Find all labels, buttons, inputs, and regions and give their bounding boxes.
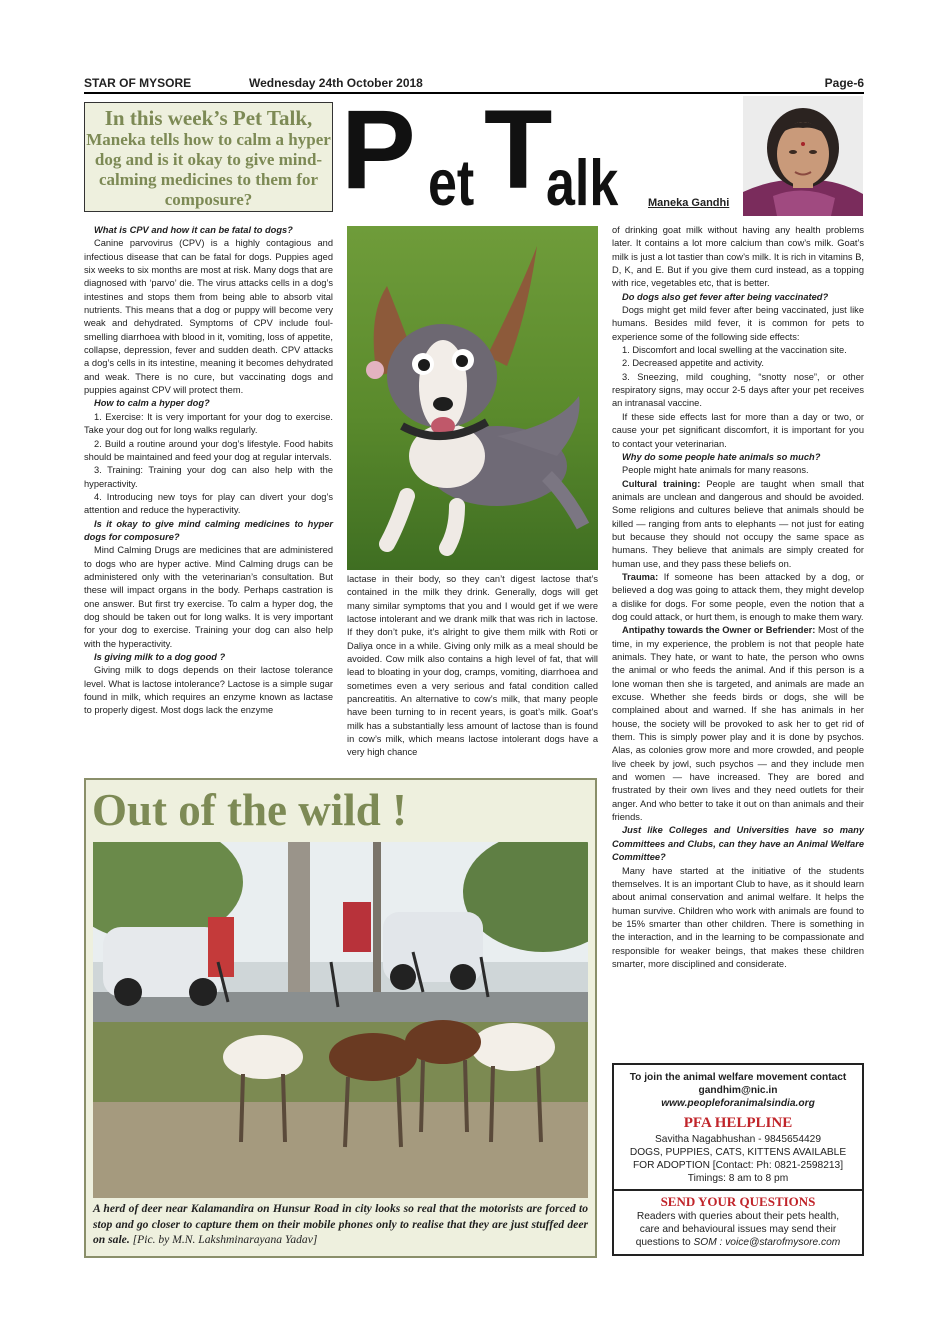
question-heading [84, 518, 333, 545]
paragraph-text: Mind Calming Drugs are medicines that are administered to dogs who are hyper active. Mind Calming drugs can be administered only with the veterinarian’s consultation. But these will impact organs in the body. Perhaps castration is one answer. But first try exercise. To calm a hyper dog, the dog should be taken out for long walks. It is very important for your dog to exercise. Training your dog can also help with the hyperactivity. [84, 545, 333, 649]
paragraph-text: Do dogs also get fever after being vaccinated? [622, 291, 829, 302]
paragraph [84, 411, 333, 438]
contact-email[interactable]: gandhim@nic.in [698, 1085, 778, 1096]
paragraph [84, 544, 333, 651]
intro-lead: In this week’s Pet Talk, [104, 106, 313, 130]
question-heading [84, 397, 333, 410]
questions-address[interactable]: SOM : voice@starofmysore.com [693, 1237, 841, 1248]
portrait-image [743, 96, 863, 216]
paragraph-text: 1. Discomfort and local swelling at the vaccination site. [622, 345, 847, 356]
paragraph [612, 304, 864, 344]
paragraph-text: Is giving milk to a dog good ? [94, 652, 226, 662]
paragraph-text: Giving milk to dogs depends on their lactose tolerance level. What is lactose intolerance? Lactose is a simple sugar found in milk, which requires an enzyme known as lactase to properly digest. Most dogs lack the enzyme [84, 665, 333, 716]
contact-website[interactable]: www.peopleforanimalsindia.org [661, 1098, 815, 1109]
question-heading [84, 651, 333, 664]
paragraph [612, 624, 864, 824]
paragraph-text: 1. Exercise: It is very important for your dog to exercise. Take your dog out for long walks regularly. [84, 411, 333, 436]
paragraph-text: Why do some people hate animals so much? [622, 451, 821, 462]
photo-caption [93, 1201, 588, 1248]
jumping-dog-photo [347, 226, 598, 570]
question-heading [612, 451, 864, 464]
paragraph [84, 664, 333, 717]
paragraph-text: Most of the time, in my experience, the problem is not that people hate animals. They hate, or want to hate, the person who owns the animal or who feeds the animal. And if this person is a lone woman then she is targeted, and animals are made an excuse. Whether she feeds birds or dogs, she will be complained about and warned. If she has animals in her house, the society will be provoked to ask her to get rid of them. This is simply power play and it is done by psychos. Alas, as colonies grow more and more crowded, and people live cheek by jowl, such psychos — and they include men and women — have increased. They are bored and frustrated by their own lives and they need outlets for their anger. And who better to take it out on than animals and their friends. [612, 625, 864, 823]
article-column-3 [612, 224, 864, 971]
paragraph [612, 571, 864, 624]
contact-box [612, 1063, 864, 1256]
photo-credit: [Pic. by M.N. Lakshminarayana Yadav] [132, 1233, 318, 1246]
paragraph-lead: Trauma: [622, 571, 659, 582]
question-heading [612, 824, 864, 864]
masthead [84, 76, 864, 94]
paragraph-text: Canine parvovirus (CPV) is a highly contagious and infectious disease that can be fatal for dogs. Puppies aged six weeks to six months are most at risk. Many dogs that are diagnosed with ‘parvo’ die. The virus attacks cells in a dog’s intestines and stops them from being able to absorb vital nutrients. This means that a dog or puppy will become very weak and dehydrated. Symptoms of CPV include foul-smelling diarrhoea with blood in it, vomiting, loss of appetite, collapse, depression, fever and sudden death. CPV attacks a dog’s cells in its intestine, meaning it becomes dehydrated and weak. There is no cure, but vaccinating dogs and puppies against CPV will protect them. [84, 238, 333, 396]
helpline-contact: Savitha Nagabhushan - 9845654429 [655, 1134, 821, 1145]
paragraph [612, 344, 864, 357]
questions-block [614, 1210, 862, 1249]
questions-text: Readers with queries about their pets health, care and behavioural issues may send their questions to [635, 1211, 840, 1248]
paragraph-text: Many have started at the initiative of the students themselves. It is an important Club to have, as it should learn about animal conservation and animal welfare. It helps the human survive. Children who work with animals are found to be 15% smarter than other children. There is something in the interaction, and in the learning to be compassionate and responsible for weaker beings, that makes these children smarter, more disciplined and considerate. [612, 865, 864, 969]
question-heading [84, 224, 333, 237]
paragraph [612, 865, 864, 972]
intro-box [84, 102, 333, 212]
join-text: To join the animal welfare movement contact [629, 1072, 847, 1083]
adoption-text: DOGS, PUPPIES, CATS, KITTENS AVAILABLE FOR ADOPTION [Contact: Ph: 0821-2598213] [629, 1147, 847, 1171]
paragraph [84, 464, 333, 491]
stuffed-deer-photo [93, 842, 588, 1198]
paragraph-text: 3. Sneezing, mild coughing, “snotty nose”, or other respiratory signs, may occur 2-5 days after your pet receives an intranasal vaccine. [612, 371, 864, 409]
title-letter-p: P [341, 87, 416, 212]
paragraph-text: 4. Introducing new toys for play can divert your dog’s attention and reduce the hyperactivity. [84, 491, 333, 516]
question-heading [612, 291, 864, 304]
paragraph [612, 224, 864, 291]
dog-image [347, 226, 598, 570]
title-part-et: et [428, 147, 475, 220]
issue-date: Wednesday 24th October 2018 [249, 76, 423, 90]
paragraph [84, 438, 333, 465]
paragraph-text: 2. Decreased appetite and activity. [622, 358, 764, 369]
paragraph-text: Just like Colleges and Universities have so many Committees and Clubs, can they have an Animal Welfare Committee? [612, 825, 864, 863]
paragraph-text: People might hate animals for many reasons. [622, 465, 809, 476]
paragraph-text: of drinking goat milk without having any health problems later. It contains a lot more calcium than cow’s milk. Goat’s milk is just a lot tastier than cow’s milk. It is rich in vitamins B, D, K, and E. But if you give them curd instead, as a topping with rice, vegetables etc, that is better. [612, 225, 864, 289]
paper-name: STAR OF MYSORE [84, 76, 192, 90]
paragraph-text: lactase in their body, so they can’t digest lactose that’s contained in the milk they drink. Generally, dogs will get many similar symptoms that you and I would get if we were lactose intolerant and we drank milk that was rich in lactose. If they don’t puke, it’s alright to give them milk with Roti or Daliya once in a while. Giving only milk as a meal should be avoided. Cow milk also contains a high level of fat, that will lead to bloating in your dog, cramps, vomiting, diarrhoea and sometimes even a very serious and fatal condition called pancreatitis. An alternative to cow’s milk, that many people have been turning to in recent years, is goat’s milk. Goat’s milk has a substantially less amount of lactose than is found in cow’s milk, which means lactose intolerant dogs have a very high chance [347, 574, 598, 758]
paragraph-text: How to calm a hyper dog? [94, 398, 210, 409]
article-column-1 [84, 224, 333, 718]
paragraph-text: 3. Training: Training your dog can also help with the hyperactivity. [84, 465, 333, 489]
deer-image [93, 842, 588, 1198]
helpline-title: PFA HELPLINE [683, 1115, 793, 1131]
paragraph [612, 411, 864, 451]
paragraph [612, 371, 864, 411]
paragraph-text: What is CPV and how it can be fatal to dogs? [94, 225, 293, 235]
paragraph [84, 237, 333, 397]
helpline-timings: Timings: 8 am to 8 pm [687, 1173, 789, 1184]
questions-title: SEND YOUR QUESTIONS [660, 1194, 816, 1209]
paragraph [347, 573, 598, 760]
title-part-alk: alk [546, 147, 619, 220]
paragraph-text: 2. Build a routine around your dog’s lifestyle. Food habits should be maintained and feed your dog at regular intervals. [84, 438, 333, 462]
article-column-2 [347, 573, 598, 760]
author-portrait [743, 96, 863, 216]
paragraph [612, 357, 864, 370]
page-number: Page-6 [824, 76, 864, 90]
paragraph [612, 478, 864, 571]
paragraph-text: Is it okay to give mind calming medicines to hyper dogs for composure? [84, 518, 333, 542]
paragraph-lead: Antipathy towards the Owner or Befriender: [622, 625, 816, 636]
paragraph [612, 464, 864, 477]
caption-text: A herd of deer near Kalamandira on Hunsur Road in city looks so real that the motorists are forced to stop and go closer to capture them on their mobile phones only to realise that they are just stuffed deer on sale. [93, 1202, 588, 1246]
paragraph-text: If these side effects last for more than a day or two, or cause your pet significant discomfort, it is important for you to contact your veterinarian. [612, 411, 864, 449]
paragraph [84, 491, 333, 518]
intro-text: Maneka tells how to calm a hyper dog and is it okay to give mind-calming medicines to them for composure? [86, 130, 331, 209]
author-name: Maneka Gandhi [648, 197, 730, 209]
paragraph-text: People are taught when small that animals are unclean and dangerous and should be avoided. Some religions and cultures believe that animals should be killed — ranging from ants to elephants — not just for eating but because they should not occupy the same space as humans. They believe that animals are simply created for human use, and they pass these beliefs on. [612, 478, 864, 569]
paragraph-lead: Cultural training: [622, 478, 701, 489]
paragraph-text: If someone has been attacked by a dog, or believed a dog was going to attack them, they might develop a dislike for dogs. For some people, even the notion that a dog could attack, or hurt them, is enough to make them wary. [612, 571, 864, 622]
paragraph-text: Dogs might get mild fever after being vaccinated, just like humans. Besides mild fever, it is common for pets to experience some of the following side effects: [612, 305, 864, 342]
box-divider [614, 1189, 862, 1191]
title-letter-t: T [484, 87, 553, 212]
feature-title: Out of the wild ! [92, 785, 407, 835]
page-title [336, 87, 636, 220]
